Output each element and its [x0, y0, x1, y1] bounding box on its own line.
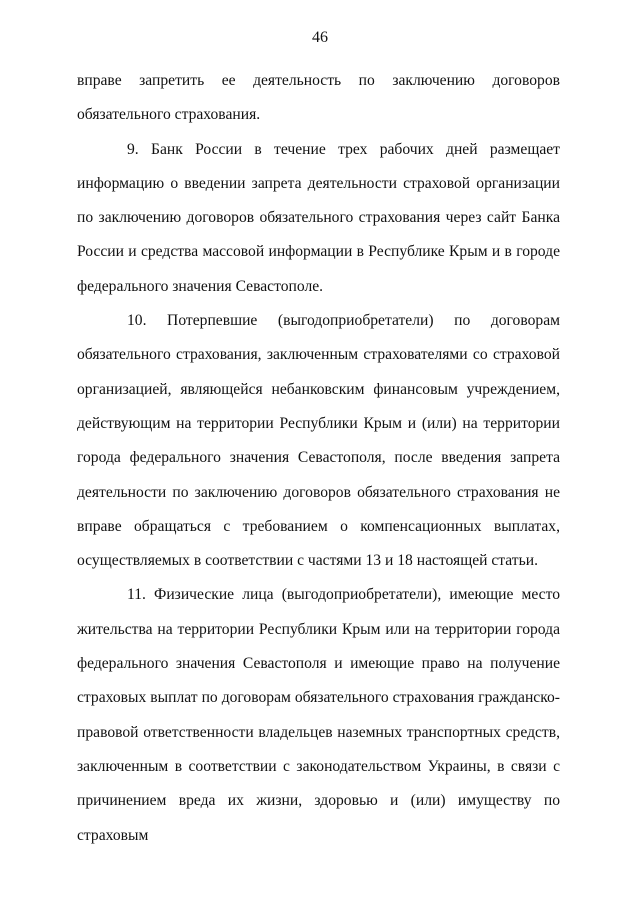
page-number: 46 [312, 29, 328, 46]
paragraph-continuation: вправе запретить ее деятельность по заключению договоров обязательного страхования. [77, 72, 560, 124]
paragraph-item-11: 11. Физические лица (выгодоприобретатели), имеющие место жительства на территории Республики Крым или на территории города федерального значения Севастополя и имеющие право на получение страховых выплат по договорам обязательного страхования гражданско-правовой ответственности владельцев наземных транспортных средств, заключенным в соответствии с законодательством Украины, в связи с причинением вреда их жизни, здоровью и (или) имуществу по страховым [77, 586, 560, 844]
paragraph-item-10: 10. Потерпевшие (выгодоприобретатели) по договорам обязательного страхования, заключенным страхователями со страховой организацией, являющейся небанковским финансовым учреждением, действующим на территории Республики Крым и (или) на территории города федерального значения Севастополя, после введения запрета деятельности по заключению договоров обязательного страхования не вправе обращаться с требованием о компенсационных выплатах, осуществляемых в соответствии с частями 13 и 18 настоящей статьи. [77, 312, 560, 570]
paragraph-item-9: 9. Банк России в течение трех рабочих дней размещает информацию о введении запрета деятельности страховой организации по заключению договоров обязательного страхования через сайт Банка России и средства массовой информации в Республике Крым и в городе федерального значения Севастополе. [77, 140, 560, 295]
document-body [77, 64, 560, 853]
